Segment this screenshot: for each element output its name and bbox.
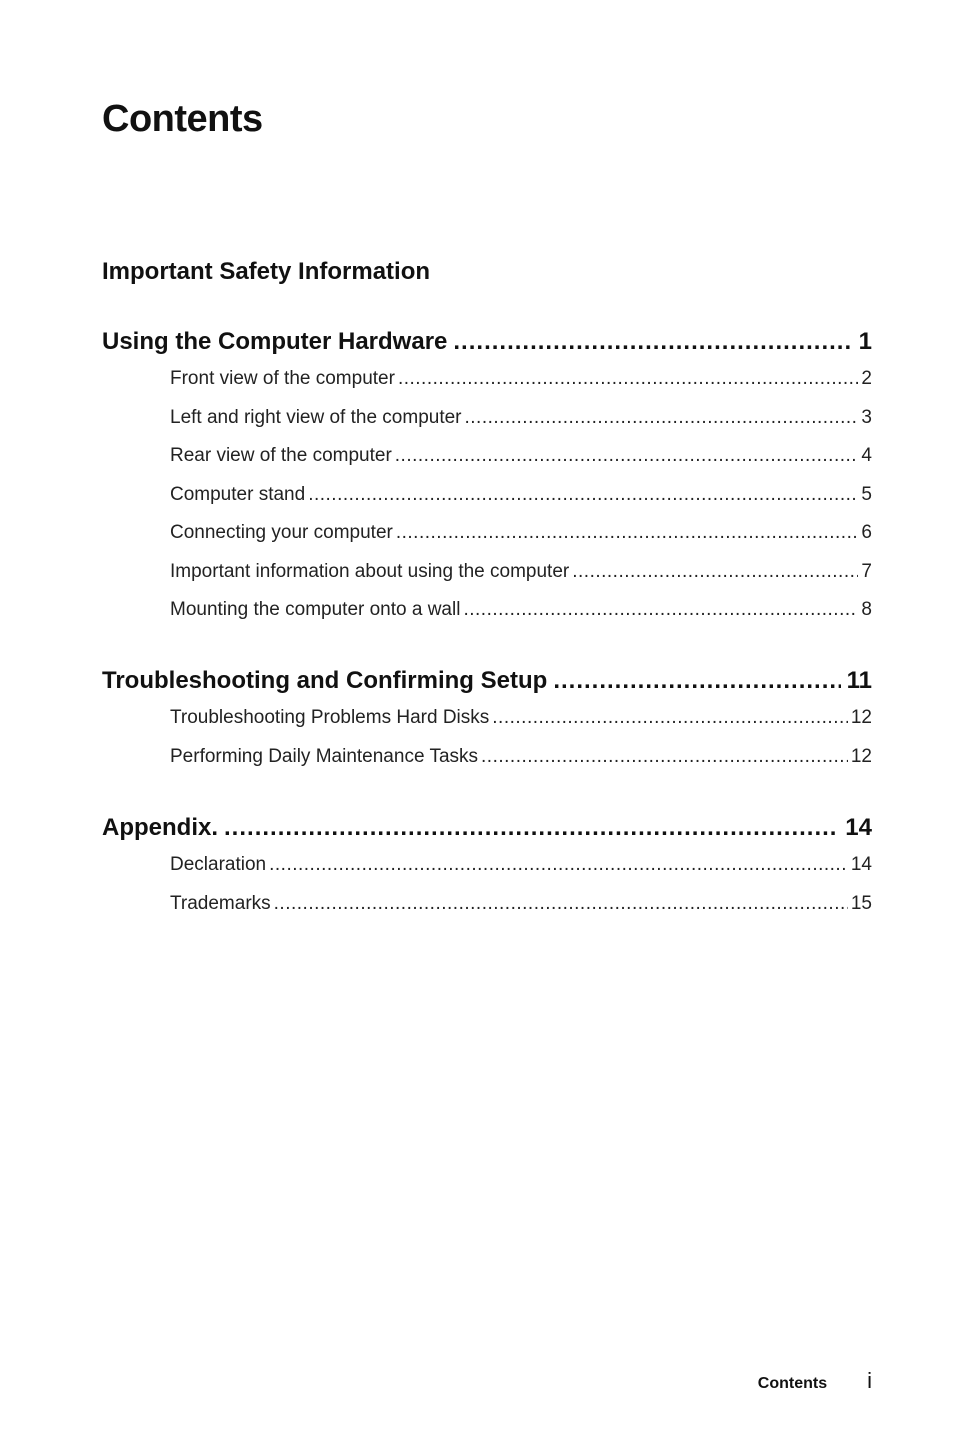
toc-item-title: Troubleshooting Problems Hard Disks: [170, 707, 490, 728]
leader-dots: [463, 591, 858, 630]
toc-item-page: 2: [861, 368, 872, 389]
toc-item-title: Left and right view of the computer: [170, 406, 462, 428]
toc-item[interactable]: [170, 591, 872, 630]
footer-page-number: i: [867, 1368, 872, 1393]
toc-heading-title: Troubleshooting and Confirming Setup: [102, 667, 548, 694]
toc-item-title: Rear view of the computer: [170, 445, 392, 466]
toc-heading-title: Appendix.: [102, 814, 219, 841]
toc-item-title: Front view of the computer: [170, 368, 395, 389]
toc-item-page: 15: [850, 892, 872, 914]
toc-item[interactable]: [170, 437, 872, 476]
toc-item-page: 3: [861, 406, 872, 428]
toc-item[interactable]: [170, 476, 872, 515]
toc-item-title: Important information about using the computer: [170, 560, 570, 582]
toc-item[interactable]: [170, 360, 872, 399]
footer-label: Contents: [757, 1375, 828, 1392]
leader-dots: [269, 846, 848, 885]
toc-section: [102, 324, 872, 663]
toc-heading-safety[interactable]: [102, 254, 872, 290]
toc-item[interactable]: [170, 399, 872, 438]
toc-item-title: Declaration: [170, 854, 267, 875]
leader-dots: [308, 476, 858, 515]
toc-item-title: Mounting the computer onto a wall: [170, 599, 461, 620]
leader-dots: [553, 663, 840, 699]
toc-item[interactable]: [170, 553, 872, 592]
toc-item[interactable]: [170, 885, 872, 924]
toc-heading-troubleshooting[interactable]: [102, 663, 872, 699]
toc-heading-appendix[interactable]: [102, 810, 872, 846]
leader-dots: [465, 399, 859, 438]
toc-item-title: Performing Daily Maintenance Tasks: [170, 745, 479, 767]
toc-section: [102, 810, 872, 923]
toc-heading-hardware[interactable]: [102, 324, 872, 360]
toc-section: [102, 254, 872, 324]
page-title: Contents: [102, 98, 263, 140]
toc-section: [102, 663, 872, 810]
toc-item-page: 4: [861, 445, 872, 466]
toc-item-title: Trademarks: [170, 892, 271, 914]
toc-heading-page: 11: [846, 667, 872, 694]
toc-heading-title: Using the Computer Hardware: [102, 328, 448, 355]
leader-dots: [395, 437, 859, 476]
toc-item-page: 5: [861, 483, 872, 505]
toc-item-page: 14: [850, 854, 872, 875]
toc-item[interactable]: [170, 699, 872, 738]
leader-dots: [453, 324, 852, 360]
toc-heading-title: Important Safety Information: [102, 258, 431, 285]
leader-dots: [224, 810, 839, 846]
toc-item-page: 7: [861, 560, 872, 582]
toc-item-page: 6: [861, 522, 872, 543]
leader-dots: [572, 553, 858, 592]
toc-heading-page: 1: [858, 328, 872, 355]
toc-item[interactable]: [170, 846, 872, 885]
toc-item[interactable]: [170, 514, 872, 553]
toc-items: [170, 699, 872, 776]
toc-item[interactable]: [170, 738, 872, 777]
leader-dots: [481, 738, 848, 777]
toc-items: [170, 360, 872, 630]
leader-dots: [398, 360, 858, 399]
leader-dots: [492, 699, 848, 738]
leader-dots: [274, 885, 848, 924]
toc-heading-page: 14: [845, 814, 872, 841]
toc-item-title: Connecting your computer: [170, 522, 393, 543]
toc-item-page: 12: [850, 745, 872, 767]
toc-item-page: 8: [861, 599, 872, 620]
toc-item-title: Computer stand: [170, 483, 306, 505]
table-of-contents: [102, 254, 872, 923]
page-footer: [758, 1368, 872, 1394]
leader-dots: [396, 514, 859, 553]
toc-items: [170, 846, 872, 923]
toc-item-page: 12: [850, 707, 872, 728]
